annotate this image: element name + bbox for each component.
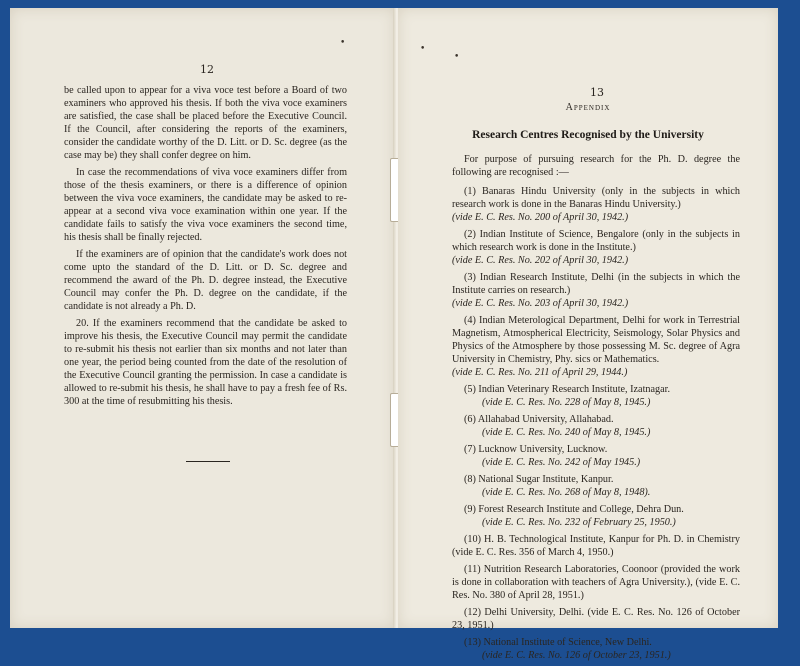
page-speck: • xyxy=(454,52,460,62)
list-item xyxy=(452,185,740,224)
centre-reference: (vide E. C. Res. No. 200 of April 30, 1942.) xyxy=(452,212,629,223)
centre-reference: (vide E. C. Res. No. 203 of April 30, 1942.) xyxy=(452,298,629,309)
centre-reference: (vide E. C. Res. No. 211 of April 29, 1944.) xyxy=(452,367,628,378)
centre-reference: (vide E. C. Res. No. 232 of February 25, 1950.) xyxy=(482,517,676,528)
centre-text: (12) Delhi University, Delhi. (vide E. C. Res. No. 126 of October 23, 1951.) xyxy=(452,607,740,631)
list-item xyxy=(452,228,740,267)
page-number-left: 12 xyxy=(200,63,214,76)
centre-reference: (vide E. C. Res. No. 268 of May 8, 1948). xyxy=(482,487,651,498)
page-speck: • xyxy=(420,44,426,54)
centres-list xyxy=(452,153,740,666)
page-speck: • xyxy=(340,38,346,48)
centre-reference: (vide E. C. Res. No. 126 of October 23, 1951.) xyxy=(482,650,671,661)
centre-text: (6) Allahabad University, Allahabad. xyxy=(464,414,614,425)
centre-text: (1) Banaras Hindu University (only in the subjects in which research work is done in the Banaras Hindu University.) xyxy=(452,186,740,210)
list-item xyxy=(452,563,740,602)
centre-text: (5) Indian Veterinary Research Institute, Izatnagar. xyxy=(464,384,671,395)
list-item xyxy=(452,503,740,529)
centre-text: (9) Forest Research Institute and College, Dehra Dun. xyxy=(464,504,684,515)
page-number-right: 13 xyxy=(590,86,604,99)
centre-text: (13) National Institute of Science, New Delhi. xyxy=(464,637,652,648)
list-item xyxy=(452,271,740,310)
appendix-title: Appendix xyxy=(565,102,611,113)
intro-text: For purpose of pursuing research for the Ph. D. degree the following are recognised :— xyxy=(452,154,740,178)
centre-text: (3) Indian Research Institute, Delhi (in the subjects in which the Institute carries on research.) xyxy=(452,272,740,296)
centre-text: (11) Nutrition Research Laboratories, Coonoor (provided the work is done in collaboration with teachers of Agra University.), (vide E. C. Res. No. 380 of April 28, 1951.) xyxy=(452,564,740,601)
section-heading: Research Centres Recognised by the University xyxy=(472,129,704,141)
centre-text: (2) Indian Institute of Science, Bengalore (only in the subjects in which research work is done in the Institute.) xyxy=(452,229,740,253)
list-item xyxy=(452,636,740,662)
right-page xyxy=(398,8,778,661)
paragraph: be called upon to appear for a viva voce test before a Board of two examiners who approved his thesis. If both the viva voce examiners are satisfied, the case shall be placed before the Executive Council. If the Council, after considering the reports of the examiners, consider the candidate worthy of the D. Litt. or D. Sc. degree (as the case may be) they shall confer degree on him. xyxy=(64,85,347,161)
list-item xyxy=(452,473,740,499)
list-item xyxy=(452,606,740,632)
centre-reference: (vide E. C. Res. No. 240 of May 8, 1945.) xyxy=(482,427,651,438)
left-body xyxy=(64,84,347,412)
list-item xyxy=(452,443,740,469)
centre-reference: (vide E. C. Res. No. 202 of April 30, 1942.) xyxy=(452,255,629,266)
list-item xyxy=(452,314,740,379)
left-page xyxy=(10,8,396,628)
list-item xyxy=(452,533,740,559)
paragraph: If the examiners are of opinion that the candidate's work does not come upto the standard of the D. Litt. or D. Sc. degree and recommend the award of the Ph. D. degree instead, the Executive Council may confer the Ph. D. degree on the candidate, if the candidate is not already a Ph. D. xyxy=(64,249,347,312)
paragraph: 20. If the examiners recommend that the candidate be asked to improve his thesis, the Executive Council may permit the candidate to re-submit his thesis not earlier than six months and not later than one year, the period being counted from the date of the resolution of the Executive Council granting the permission. In case a candidate is allowed to re-submit his thesis, he shall have to pay a fresh fee of Rs. 300 at the time of resubmitting his thesis. xyxy=(64,318,347,407)
paragraph: In case the recommendations of viva voce examiners differ from those of the thesis examiners, or there is a difference of opinion between the viva voce examiners, the candidate may be asked to re-appear at a second viva voce examination within one year. If the candidate fails to satisfy the viva voce examiners the second time, his thesis shall be finally rejected. xyxy=(64,167,347,243)
centre-reference: (vide E. C. Res. No. 228 of May 8, 1945.) xyxy=(482,397,651,408)
centre-text: (7) Lucknow University, Lucknow. xyxy=(464,444,608,455)
list-item xyxy=(452,413,740,439)
section-divider xyxy=(186,461,230,462)
centre-text: (4) Indian Meterological Department, Delhi for work in Terrestrial Magnetism, Atmospherical Electricity, Seismology, Solar Physics and Physics of the Atmosphere by those possessing M. Sc. degree of Agra University in Chemistry, Phy. sics or Mathematics. xyxy=(452,315,740,365)
centre-reference: (vide E. C. Res. No. 242 of May 1945.) xyxy=(482,457,641,468)
list-item xyxy=(452,383,740,409)
centre-text: (8) National Sugar Institute, Kanpur. xyxy=(464,474,614,485)
centre-text: (10) H. B. Technological Institute, Kanpur for Ph. D. in Chemistry (vide E. C. Res. 356 of March 4, 1950.) xyxy=(452,534,740,558)
